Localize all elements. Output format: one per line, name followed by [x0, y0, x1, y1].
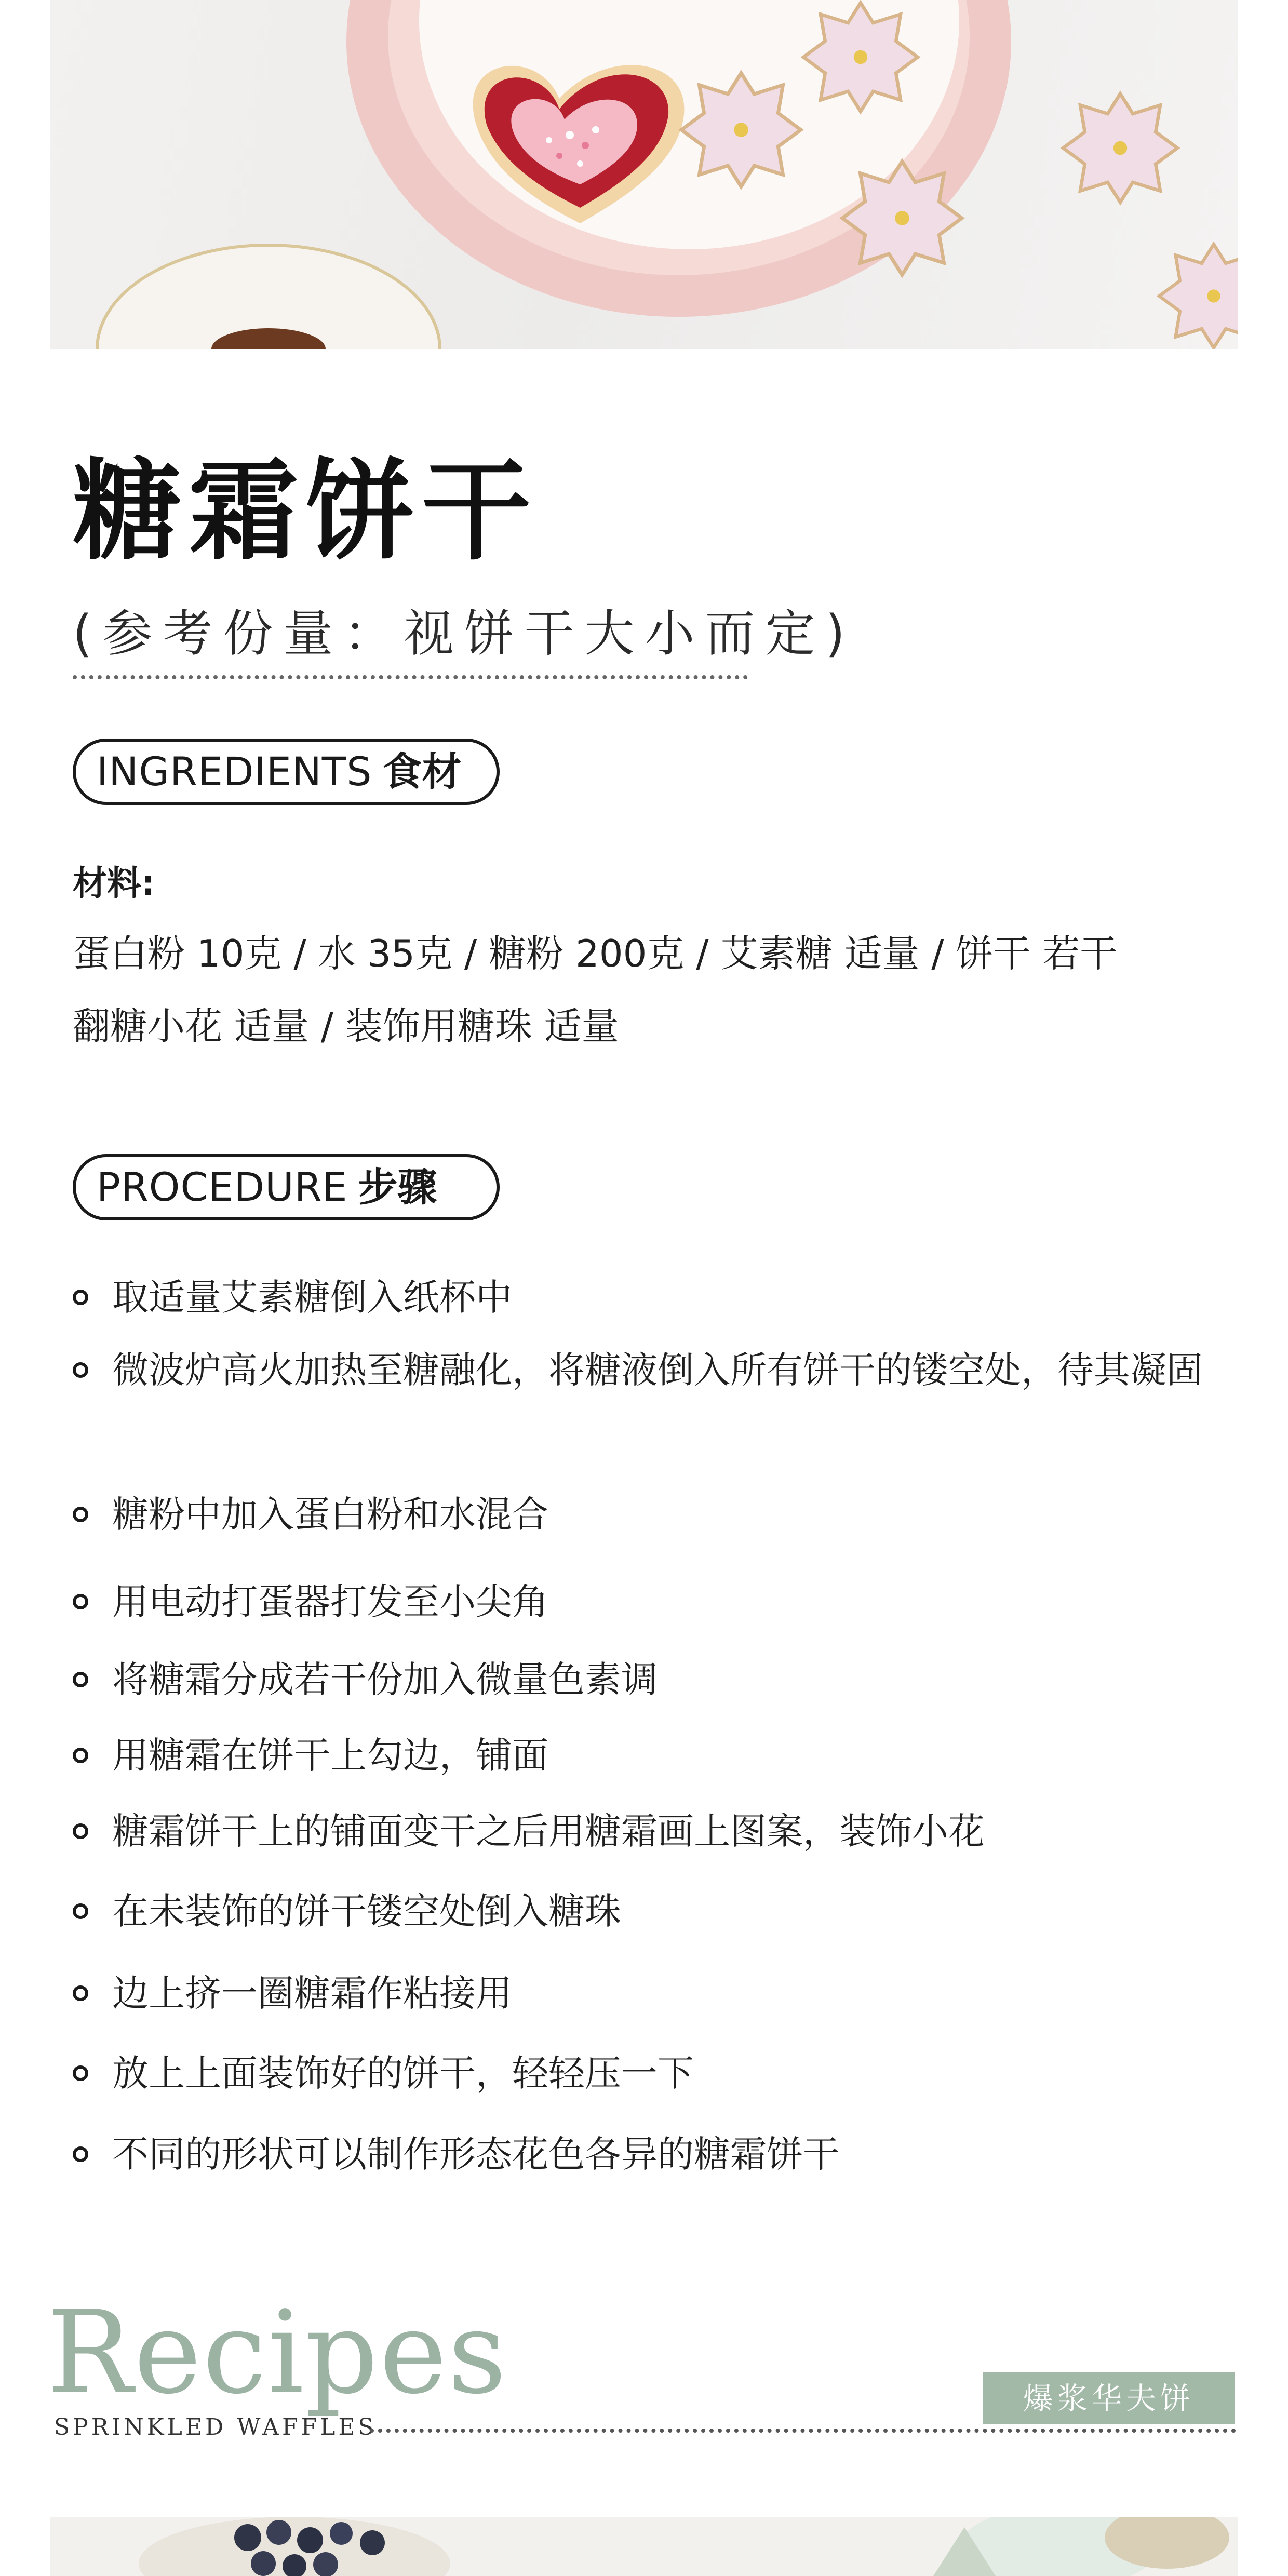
ingredient-line: 蛋白粉 10克 / 水 35克 / 糖粉 200克 / 艾素糖 适量 / 饼干 若干: [73, 932, 1118, 975]
procedure-heading-cn: 步骤: [358, 1164, 437, 1210]
hero-photo: [50, 0, 1238, 349]
next-recipe-photo: [50, 2517, 1238, 2576]
bullet-circle-icon: [73, 2146, 88, 2162]
ingredients-heading-en: INGREDIENTS: [97, 748, 372, 795]
step-text: 在未装饰的饼干镂空处倒入糖珠: [112, 1890, 621, 1933]
ingredient-line: 翻糖小花 适量 / 装饰用糖珠 适量: [73, 1004, 619, 1048]
step-text: 糖霜饼干上的铺面变干之后用糖霜画上图案，装饰小花: [112, 1810, 985, 1853]
ingredients-heading-cn: 食材: [382, 748, 462, 795]
bullet-circle-icon: [73, 1903, 88, 1919]
step-text: 放上上面装饰好的饼干，轻轻压一下: [112, 2052, 694, 2095]
recipes-heading: Recipes: [47, 2286, 508, 2419]
materials-label: 材料:: [73, 863, 155, 903]
step-text: 将糖霜分成若干份加入微量色素调: [112, 1658, 658, 1701]
step-text: 用电动打蛋器打发至小尖角: [112, 1580, 548, 1623]
ingredients-section-pill: [73, 739, 500, 805]
recipe-title: 糖霜饼干: [73, 448, 539, 575]
bullet-circle-icon: [73, 1507, 88, 1522]
serving-note: (参考份量：视饼干大小而定): [73, 605, 855, 663]
step-text: 边上挤一圈糖霜作粘接用: [112, 1972, 512, 2015]
bullet-circle-icon: [73, 1594, 88, 1609]
dotted-divider: [73, 675, 748, 679]
procedure-section-pill: [73, 1154, 500, 1220]
bullet-circle-icon: [73, 1985, 88, 2001]
step-text: 用糖霜在饼干上勾边，铺面: [112, 1734, 548, 1777]
procedure-heading-en: PROCEDURE: [97, 1164, 348, 1210]
bullet-circle-icon: [73, 1748, 88, 1763]
recipes-dotted-rule: [370, 2429, 1236, 2433]
bullet-circle-icon: [73, 1823, 88, 1839]
bullet-circle-icon: [73, 1362, 88, 1378]
step-text: 微波炉高火加热至糖融化，将糖液倒入所有饼干的镂空处，待其凝固: [112, 1349, 1203, 1391]
step-text: 糖粉中加入蛋白粉和水混合: [112, 1493, 548, 1536]
step-text: 不同的形状可以制作形态花色各异的糖霜饼干: [112, 2133, 839, 2176]
step-text: 取适量艾素糖倒入纸杯中: [112, 1276, 512, 1319]
recipes-subtitle: SPRINKLED WAFFLES: [54, 2414, 377, 2440]
bullet-circle-icon: [73, 2065, 88, 2081]
next-recipe-tag[interactable]: 爆浆华夫饼: [983, 2372, 1235, 2424]
bullet-circle-icon: [73, 1290, 88, 1305]
bullet-circle-icon: [73, 1672, 88, 1687]
